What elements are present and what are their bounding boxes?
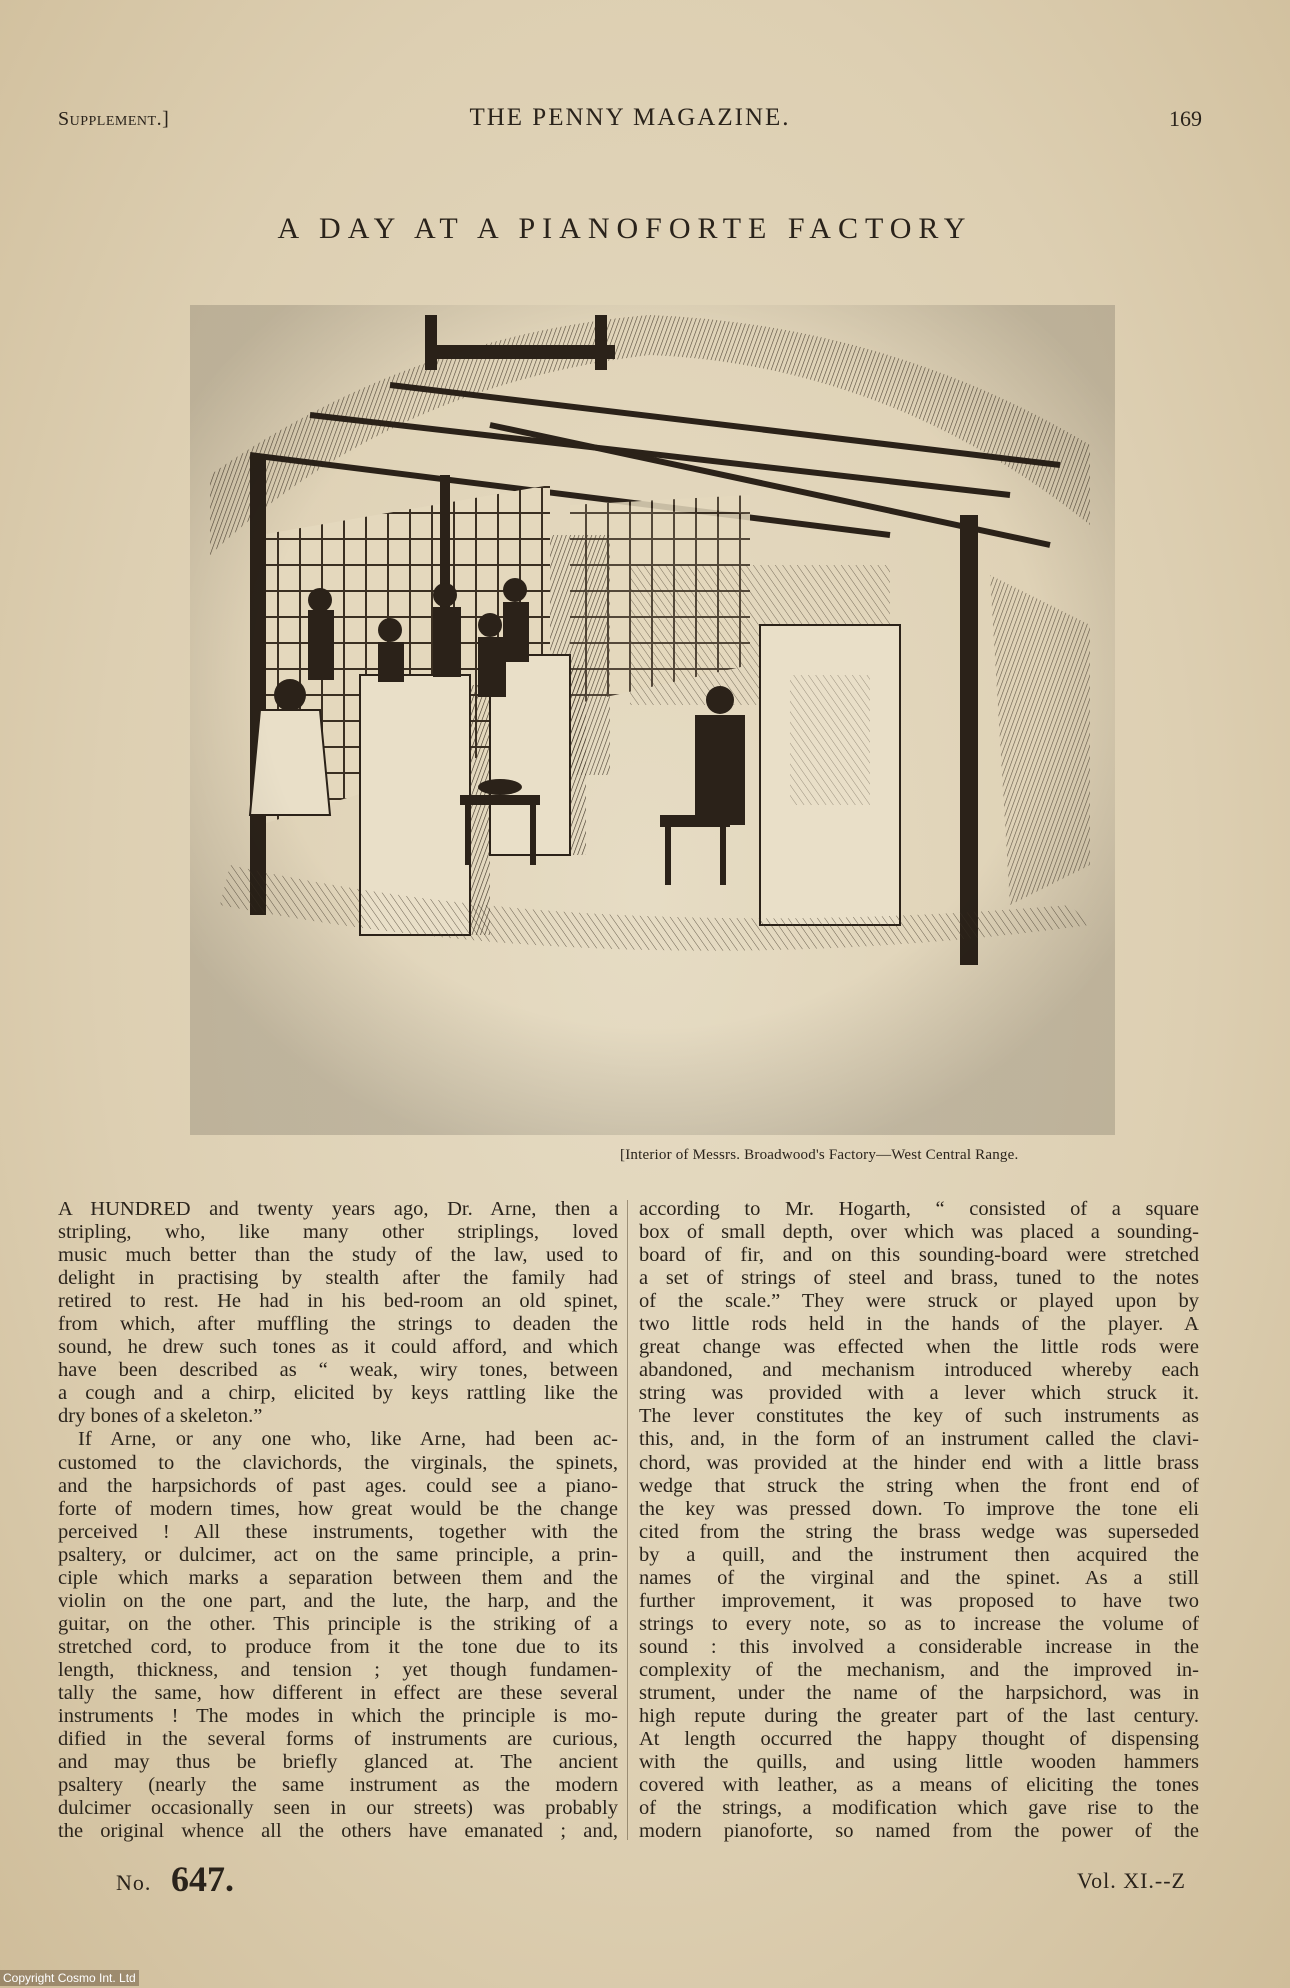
text-line: stretched cord, to produce from it the tone due to its <box>58 1635 618 1658</box>
text-line: tally the same, how different in effect are these several <box>58 1681 618 1704</box>
text-line: of the scale.” They were struck or played upon by <box>639 1290 1199 1313</box>
text-line: dry bones of a skeleton.” <box>58 1405 263 1428</box>
text-line: forte of modern times, how great would be the change <box>58 1497 618 1520</box>
factory-engraving <box>190 305 1115 1135</box>
text-line: The lever constitutes the key of such instruments as <box>639 1405 1199 1428</box>
text-line: psaltery (nearly the same instrument as the modern <box>58 1774 618 1797</box>
text-line: wedge that struck the string when the front end of <box>639 1474 1199 1497</box>
text-line: have been described as “ weak, wiry tones, between <box>58 1359 618 1382</box>
text-line: chord, was provided at the hinder end with a little brass <box>639 1451 1199 1474</box>
magazine-title: THE PENNY MAGAZINE. <box>469 104 791 131</box>
text-line: length, thickness, and tension ; yet though fundamen- <box>58 1658 618 1681</box>
issue-number: 647. <box>171 1859 234 1899</box>
column-divider <box>627 1200 628 1840</box>
text-line: cited from the string the brass wedge was superseded <box>639 1520 1199 1543</box>
text-line: according to Mr. Hogarth, “ consisted of a square <box>639 1198 1199 1220</box>
text-line: a cough and a chirp, elicited by keys rattling like the <box>58 1382 618 1405</box>
text-line: the original whence all the others have emanated ; and, <box>58 1820 618 1843</box>
copyright-watermark: Copyright Cosmo Int. Ltd <box>0 1970 139 1986</box>
text-line: dified in the several forms of instruments are curious, <box>58 1728 618 1751</box>
text-line: the key was pressed down. To improve the tone eli <box>639 1497 1199 1520</box>
text-line: stripling, who, like many other striplings, loved <box>58 1221 618 1244</box>
text-line: retired to rest. He had in his bed-room an old spinet, <box>58 1290 618 1313</box>
left-column <box>58 1198 618 1843</box>
text-line: If Arne, or any one who, like Arne, had been ac- <box>78 1428 618 1451</box>
text-line: board of fir, and on this sounding-board were stretched <box>639 1244 1199 1267</box>
text-line: great change was effected when the little rods were <box>639 1336 1199 1359</box>
text-line: a set of strings of steel and brass, tuned to the notes <box>639 1267 1199 1290</box>
page-number: 169 <box>1169 106 1202 131</box>
text-line: instruments ! The modes in which the principle is mo- <box>58 1705 618 1728</box>
illustration-caption: [Interior of Messrs. Broadwood's Factory—West Central Range. <box>620 1147 1019 1163</box>
text-line: from which, after muffling the strings to deaden the <box>58 1313 618 1336</box>
text-line: of the strings, a modification which gave rise to the <box>639 1797 1199 1820</box>
text-line: guitar, on the other. This principle is the striking of a <box>58 1612 618 1635</box>
text-line: and the harpsichords of past ages. could see a piano- <box>58 1474 618 1497</box>
text-line: and may thus be briefly glanced at. The ancient <box>58 1751 618 1774</box>
section-label: Supplement.] <box>58 108 170 130</box>
text-line: strument, under the name of the harpsichord, was in <box>639 1681 1199 1704</box>
text-line: violin on the one part, and the lute, the harp, and the <box>58 1589 618 1612</box>
text-line: psaltery, or dulcimer, act on the same principle, a prin- <box>58 1543 618 1566</box>
text-line: high repute during the greater part of the last century. <box>639 1705 1199 1728</box>
text-line: names of the virginal and the spinet. As a still <box>639 1566 1199 1589</box>
text-line: covered with leather, as a means of eliciting the tones <box>639 1774 1199 1797</box>
text-line: string was provided with a lever which struck it. <box>639 1382 1199 1405</box>
text-line: dulcimer occasionally seen in our streets) was probably <box>58 1797 618 1820</box>
text-line: sound, he drew such tones as it could afford, and which <box>58 1336 618 1359</box>
text-line: complexity of the mechanism, and the improved in- <box>639 1658 1199 1681</box>
page-footer <box>58 1858 1202 1898</box>
text-line: abandoned, and mechanism introduced whereby each <box>639 1359 1199 1382</box>
text-line: ciple which marks a separation between them and the <box>58 1566 618 1589</box>
text-line: box of small depth, over which was placed a sounding- <box>639 1221 1199 1244</box>
text-line: modern pianoforte, so named from the power of the <box>639 1820 1199 1843</box>
text-line: delight in practising by stealth after the family had <box>58 1267 618 1290</box>
text-line: two little rods held in the hands of the player. A <box>639 1313 1199 1336</box>
text-line: sound : this involved a considerable increase in the <box>639 1635 1199 1658</box>
running-head <box>58 104 1202 138</box>
text-line: perceived ! All these instruments, together with the <box>58 1520 618 1543</box>
volume-label: Vol. XI.--Z <box>1077 1868 1186 1893</box>
text-line: strings to every note, so as to increase the volume of <box>639 1612 1199 1635</box>
article-title: A DAY AT A PIANOFORTE FACTORY <box>277 212 973 245</box>
text-line: this, and, in the form of an instrument called the clavi- <box>639 1428 1199 1451</box>
text-line: At length occurred the happy thought of dispensing <box>639 1728 1199 1751</box>
text-line: music much better than the study of the law, used to <box>58 1244 618 1267</box>
right-column <box>639 1198 1199 1843</box>
text-line: customed to the clavichords, the virginals, the spinets, <box>58 1451 618 1474</box>
text-line: with the quills, and using little wooden hammers <box>639 1751 1199 1774</box>
text-line: by a quill, and the instrument then acquired the <box>639 1543 1199 1566</box>
text-line: further improvement, it was proposed to have two <box>639 1589 1199 1612</box>
issue-number-label: No. <box>116 1870 152 1895</box>
text-line: A HUNDRED and twenty years ago, Dr. Arne, then a <box>58 1198 618 1220</box>
